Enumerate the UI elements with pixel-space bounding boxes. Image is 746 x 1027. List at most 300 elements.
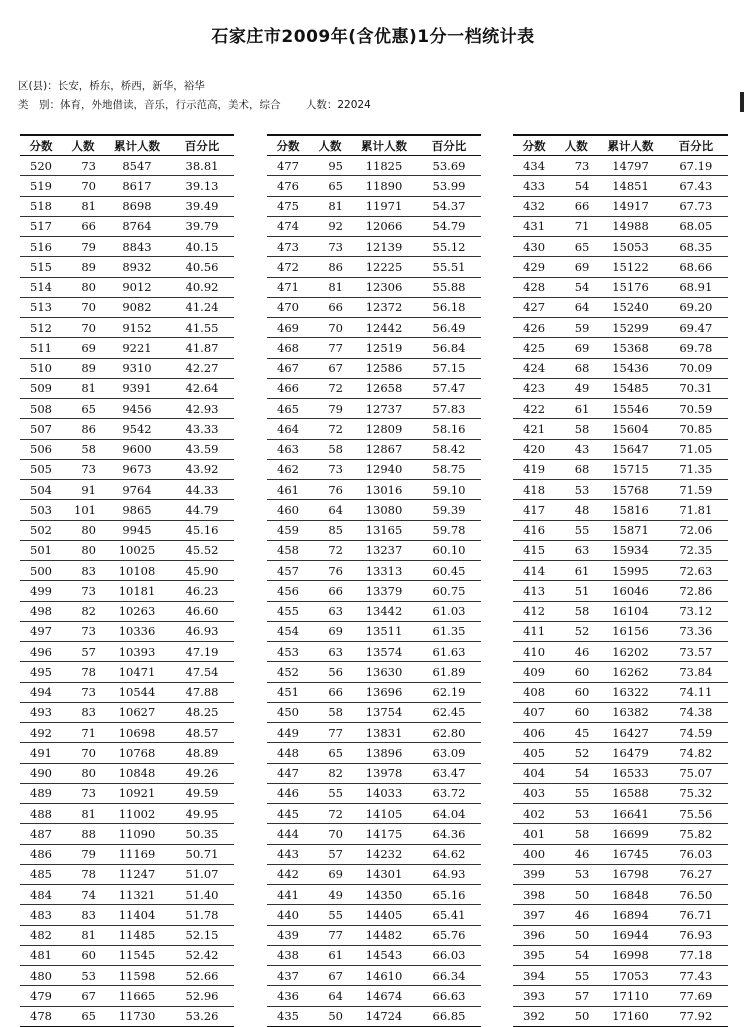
percent-cell: 42.27 xyxy=(170,358,234,378)
table-row xyxy=(20,844,234,864)
people-cell: 58 xyxy=(555,824,597,844)
people-cell: 73 xyxy=(62,621,104,641)
score-cell: 465 xyxy=(267,399,309,419)
people-cell: 76 xyxy=(309,480,351,500)
percent-cell: 58.42 xyxy=(417,439,481,459)
percent-cell: 51.40 xyxy=(170,885,234,905)
cumulative-cell: 16641 xyxy=(597,804,663,824)
table-row xyxy=(20,277,234,297)
table-row xyxy=(20,257,234,277)
cumulative-cell: 9542 xyxy=(104,419,170,439)
header-percent: 百分比 xyxy=(664,135,728,156)
percent-cell: 69.78 xyxy=(664,338,728,358)
people-cell: 53 xyxy=(555,480,597,500)
people-cell: 58 xyxy=(62,439,104,459)
table-row xyxy=(267,723,481,743)
score-cell: 401 xyxy=(513,824,555,844)
score-cell: 440 xyxy=(267,905,309,925)
cumulative-cell: 16104 xyxy=(597,601,663,621)
people-cell: 79 xyxy=(62,844,104,864)
cumulative-cell: 16944 xyxy=(597,925,663,945)
table-row xyxy=(513,601,728,621)
table-row xyxy=(513,864,728,884)
percent-cell: 72.63 xyxy=(664,561,728,581)
people-cell: 73 xyxy=(555,156,597,176)
score-cell: 489 xyxy=(20,783,62,803)
score-cell: 494 xyxy=(20,682,62,702)
people-cell: 67 xyxy=(309,966,351,986)
score-cell: 452 xyxy=(267,662,309,682)
cumulative-cell: 15436 xyxy=(597,358,663,378)
people-cell: 65 xyxy=(555,237,597,257)
table-row xyxy=(513,237,728,257)
table-row xyxy=(513,216,728,236)
percent-cell: 68.05 xyxy=(664,216,728,236)
percent-cell: 40.15 xyxy=(170,237,234,257)
score-table-2 xyxy=(267,134,481,1027)
cumulative-cell: 15995 xyxy=(597,561,663,581)
table-row xyxy=(513,783,728,803)
percent-cell: 52.15 xyxy=(170,925,234,945)
percent-cell: 65.76 xyxy=(417,925,481,945)
percent-cell: 57.15 xyxy=(417,358,481,378)
score-cell: 483 xyxy=(20,905,62,925)
percent-cell: 55.51 xyxy=(417,257,481,277)
score-cell: 409 xyxy=(513,662,555,682)
table-row xyxy=(267,176,481,196)
people-cell: 55 xyxy=(309,783,351,803)
table-row xyxy=(267,642,481,662)
percent-cell: 70.85 xyxy=(664,419,728,439)
percent-cell: 54.37 xyxy=(417,196,481,216)
table-row xyxy=(513,844,728,864)
cumulative-cell: 15934 xyxy=(597,540,663,560)
cumulative-cell: 11002 xyxy=(104,804,170,824)
score-cell: 477 xyxy=(267,156,309,176)
people-cell: 80 xyxy=(62,763,104,783)
score-cell: 457 xyxy=(267,561,309,581)
table-row xyxy=(267,439,481,459)
people-cell: 71 xyxy=(62,723,104,743)
cumulative-cell: 10025 xyxy=(104,540,170,560)
cumulative-cell: 10768 xyxy=(104,743,170,763)
people-cell: 73 xyxy=(62,581,104,601)
table-row xyxy=(20,824,234,844)
district-line: 区(县)：长安，桥东，桥西，新华，裕华 xyxy=(18,80,205,92)
table-row xyxy=(267,925,481,945)
table-row xyxy=(267,601,481,621)
people-cell: 72 xyxy=(309,540,351,560)
people-cell: 55 xyxy=(555,966,597,986)
percent-cell: 60.10 xyxy=(417,540,481,560)
percent-cell: 69.20 xyxy=(664,297,728,317)
people-cell: 70 xyxy=(62,743,104,763)
people-cell: 53 xyxy=(555,864,597,884)
cumulative-cell: 15122 xyxy=(597,257,663,277)
table-row xyxy=(513,196,728,216)
header-people: 人数 xyxy=(309,135,351,156)
percent-cell: 72.06 xyxy=(664,520,728,540)
header-score: 分数 xyxy=(513,135,555,156)
table-row xyxy=(20,925,234,945)
table-row xyxy=(20,196,234,216)
percent-cell: 47.54 xyxy=(170,662,234,682)
percent-cell: 71.81 xyxy=(664,500,728,520)
cumulative-cell: 11598 xyxy=(104,966,170,986)
table-row xyxy=(513,439,728,459)
percent-cell: 39.13 xyxy=(170,176,234,196)
people-cell: 61 xyxy=(309,945,351,965)
people-cell: 50 xyxy=(555,925,597,945)
table-row xyxy=(267,743,481,763)
percent-cell: 75.07 xyxy=(664,763,728,783)
score-cell: 449 xyxy=(267,723,309,743)
table-row xyxy=(513,480,728,500)
cumulative-cell: 9152 xyxy=(104,318,170,338)
score-cell: 506 xyxy=(20,439,62,459)
score-cell: 469 xyxy=(267,318,309,338)
people-cell: 81 xyxy=(62,378,104,398)
score-cell: 490 xyxy=(20,763,62,783)
header-percent: 百分比 xyxy=(170,135,234,156)
table-row xyxy=(20,540,234,560)
percent-cell: 42.64 xyxy=(170,378,234,398)
percent-cell: 51.78 xyxy=(170,905,234,925)
cumulative-cell: 13696 xyxy=(351,682,417,702)
table-row xyxy=(267,277,481,297)
table-row xyxy=(267,459,481,479)
cumulative-cell: 16322 xyxy=(597,682,663,702)
people-cell: 52 xyxy=(555,743,597,763)
cumulative-cell: 16156 xyxy=(597,621,663,641)
table-row xyxy=(20,763,234,783)
people-cell: 83 xyxy=(62,905,104,925)
percent-cell: 76.93 xyxy=(664,925,728,945)
table-row xyxy=(267,905,481,925)
score-cell: 467 xyxy=(267,358,309,378)
table-row xyxy=(20,156,234,176)
people-cell: 66 xyxy=(309,297,351,317)
table-row xyxy=(267,520,481,540)
percent-cell: 72.35 xyxy=(664,540,728,560)
cumulative-cell: 8547 xyxy=(104,156,170,176)
people-cell: 70 xyxy=(62,176,104,196)
table-row xyxy=(267,297,481,317)
score-cell: 481 xyxy=(20,945,62,965)
score-cell: 420 xyxy=(513,439,555,459)
cumulative-cell: 14301 xyxy=(351,864,417,884)
cumulative-cell: 11404 xyxy=(104,905,170,925)
score-cell: 445 xyxy=(267,804,309,824)
score-cell: 509 xyxy=(20,378,62,398)
percent-cell: 66.85 xyxy=(417,1006,481,1026)
table-row xyxy=(20,783,234,803)
cumulative-cell: 9945 xyxy=(104,520,170,540)
people-cell: 63 xyxy=(555,540,597,560)
table-row xyxy=(20,966,234,986)
table-row xyxy=(267,885,481,905)
table-row xyxy=(20,480,234,500)
table-row xyxy=(513,156,728,176)
people-cell: 54 xyxy=(555,277,597,297)
table-row xyxy=(513,459,728,479)
table-row xyxy=(20,459,234,479)
score-cell: 493 xyxy=(20,702,62,722)
score-cell: 450 xyxy=(267,702,309,722)
people-cell: 57 xyxy=(309,844,351,864)
percent-cell: 45.90 xyxy=(170,561,234,581)
cumulative-cell: 15053 xyxy=(597,237,663,257)
header-cumulative: 累计人数 xyxy=(104,135,170,156)
cumulative-cell: 15176 xyxy=(597,277,663,297)
score-cell: 432 xyxy=(513,196,555,216)
people-cell: 67 xyxy=(309,358,351,378)
score-cell: 515 xyxy=(20,257,62,277)
score-cell: 519 xyxy=(20,176,62,196)
header-percent: 百分比 xyxy=(417,135,481,156)
table-row xyxy=(267,216,481,236)
cumulative-cell: 14724 xyxy=(351,1006,417,1026)
percent-cell: 67.73 xyxy=(664,196,728,216)
table-row xyxy=(267,966,481,986)
table-row xyxy=(267,419,481,439)
cumulative-cell: 10393 xyxy=(104,642,170,662)
score-cell: 431 xyxy=(513,216,555,236)
percent-cell: 62.19 xyxy=(417,682,481,702)
percent-cell: 46.60 xyxy=(170,601,234,621)
table-row xyxy=(513,257,728,277)
people-cell: 79 xyxy=(62,237,104,257)
people-cell: 60 xyxy=(62,945,104,965)
score-cell: 518 xyxy=(20,196,62,216)
people-cell: 79 xyxy=(309,399,351,419)
table-row xyxy=(267,480,481,500)
table-row xyxy=(267,804,481,824)
table-row xyxy=(20,723,234,743)
percent-cell: 47.88 xyxy=(170,682,234,702)
people-cell: 73 xyxy=(309,459,351,479)
cumulative-cell: 16202 xyxy=(597,642,663,662)
people-cell: 73 xyxy=(62,682,104,702)
score-cell: 460 xyxy=(267,500,309,520)
percent-cell: 66.63 xyxy=(417,986,481,1006)
people-cell: 81 xyxy=(309,277,351,297)
score-cell: 458 xyxy=(267,540,309,560)
people-cell: 50 xyxy=(555,1006,597,1026)
score-cell: 507 xyxy=(20,419,62,439)
table-row xyxy=(513,804,728,824)
people-cell: 65 xyxy=(62,1006,104,1026)
table-row xyxy=(267,156,481,176)
people-cell: 63 xyxy=(309,642,351,662)
table-row xyxy=(513,561,728,581)
percent-cell: 73.36 xyxy=(664,621,728,641)
percent-cell: 52.42 xyxy=(170,945,234,965)
people-cell: 54 xyxy=(555,945,597,965)
table-body xyxy=(267,156,481,1027)
table-row xyxy=(513,662,728,682)
percent-cell: 71.59 xyxy=(664,480,728,500)
people-cell: 64 xyxy=(309,986,351,1006)
table-row xyxy=(20,1006,234,1026)
table-row xyxy=(513,743,728,763)
percent-cell: 77.43 xyxy=(664,966,728,986)
people-cell: 89 xyxy=(62,257,104,277)
percent-cell: 65.41 xyxy=(417,905,481,925)
score-cell: 461 xyxy=(267,480,309,500)
table-row xyxy=(20,419,234,439)
score-cell: 510 xyxy=(20,358,62,378)
score-cell: 415 xyxy=(513,540,555,560)
cumulative-cell: 16848 xyxy=(597,885,663,905)
cumulative-cell: 14543 xyxy=(351,945,417,965)
table-row xyxy=(513,966,728,986)
percent-cell: 66.34 xyxy=(417,966,481,986)
people-cell: 58 xyxy=(555,419,597,439)
cumulative-cell: 14851 xyxy=(597,176,663,196)
score-cell: 413 xyxy=(513,581,555,601)
cumulative-cell: 16998 xyxy=(597,945,663,965)
table-row xyxy=(513,824,728,844)
score-cell: 422 xyxy=(513,399,555,419)
cumulative-cell: 9221 xyxy=(104,338,170,358)
score-cell: 476 xyxy=(267,176,309,196)
cumulative-cell: 9764 xyxy=(104,480,170,500)
table-row xyxy=(20,338,234,358)
table-row xyxy=(513,277,728,297)
cumulative-cell: 12658 xyxy=(351,378,417,398)
table-row xyxy=(20,318,234,338)
cumulative-cell: 10627 xyxy=(104,702,170,722)
cumulative-cell: 8932 xyxy=(104,257,170,277)
cumulative-cell: 9600 xyxy=(104,439,170,459)
people-cell: 95 xyxy=(309,156,351,176)
score-cell: 508 xyxy=(20,399,62,419)
percent-cell: 52.66 xyxy=(170,966,234,986)
percent-cell: 74.59 xyxy=(664,723,728,743)
cumulative-cell: 13237 xyxy=(351,540,417,560)
percent-cell: 64.04 xyxy=(417,804,481,824)
cumulative-cell: 13511 xyxy=(351,621,417,641)
people-cell: 81 xyxy=(62,196,104,216)
score-cell: 485 xyxy=(20,864,62,884)
score-cell: 437 xyxy=(267,966,309,986)
score-cell: 436 xyxy=(267,986,309,1006)
people-cell: 81 xyxy=(62,925,104,945)
cumulative-cell: 12586 xyxy=(351,358,417,378)
percent-cell: 75.56 xyxy=(664,804,728,824)
category-row xyxy=(18,97,371,112)
score-cell: 470 xyxy=(267,297,309,317)
people-cell: 80 xyxy=(62,277,104,297)
table-row xyxy=(267,358,481,378)
table-row xyxy=(513,176,728,196)
score-cell: 480 xyxy=(20,966,62,986)
people-cell: 81 xyxy=(62,804,104,824)
table-row xyxy=(267,378,481,398)
score-cell: 410 xyxy=(513,642,555,662)
percent-cell: 61.35 xyxy=(417,621,481,641)
percent-cell: 74.11 xyxy=(664,682,728,702)
cumulative-cell: 16745 xyxy=(597,844,663,864)
score-cell: 520 xyxy=(20,156,62,176)
people-cell: 55 xyxy=(555,520,597,540)
people-cell: 54 xyxy=(555,176,597,196)
cumulative-cell: 17053 xyxy=(597,966,663,986)
score-cell: 454 xyxy=(267,621,309,641)
percent-cell: 47.19 xyxy=(170,642,234,662)
table-row xyxy=(513,925,728,945)
cumulative-cell: 12139 xyxy=(351,237,417,257)
percent-cell: 53.69 xyxy=(417,156,481,176)
people-cell: 58 xyxy=(309,702,351,722)
people-cell: 66 xyxy=(309,581,351,601)
table-row xyxy=(513,702,728,722)
cumulative-cell: 12372 xyxy=(351,297,417,317)
percent-cell: 58.75 xyxy=(417,459,481,479)
people-cell: 46 xyxy=(555,642,597,662)
people-cell: 72 xyxy=(309,804,351,824)
percent-cell: 57.47 xyxy=(417,378,481,398)
table-row xyxy=(20,297,234,317)
people-cell: 78 xyxy=(62,662,104,682)
score-cell: 504 xyxy=(20,480,62,500)
score-cell: 499 xyxy=(20,581,62,601)
score-cell: 408 xyxy=(513,682,555,702)
cumulative-cell: 10336 xyxy=(104,621,170,641)
score-cell: 491 xyxy=(20,743,62,763)
score-cell: 455 xyxy=(267,601,309,621)
people-cell: 73 xyxy=(62,156,104,176)
cumulative-cell: 16798 xyxy=(597,864,663,884)
percent-cell: 55.88 xyxy=(417,277,481,297)
score-cell: 421 xyxy=(513,419,555,439)
table-row xyxy=(267,540,481,560)
score-cell: 475 xyxy=(267,196,309,216)
score-cell: 429 xyxy=(513,257,555,277)
score-cell: 412 xyxy=(513,601,555,621)
table-body xyxy=(20,156,234,1027)
people-cell: 101 xyxy=(62,500,104,520)
people-cell: 55 xyxy=(309,905,351,925)
scan-edge-mark xyxy=(740,92,744,112)
percent-cell: 60.45 xyxy=(417,561,481,581)
table-row xyxy=(20,500,234,520)
cumulative-cell: 8698 xyxy=(104,196,170,216)
table-row xyxy=(513,500,728,520)
header-people: 人数 xyxy=(62,135,104,156)
score-cell: 496 xyxy=(20,642,62,662)
score-cell: 434 xyxy=(513,156,555,176)
table-row xyxy=(267,561,481,581)
people-cell: 86 xyxy=(62,419,104,439)
people-cell: 58 xyxy=(555,601,597,621)
percent-cell: 64.36 xyxy=(417,824,481,844)
cumulative-cell: 14917 xyxy=(597,196,663,216)
percent-cell: 41.55 xyxy=(170,318,234,338)
percent-cell: 63.09 xyxy=(417,743,481,763)
score-cell: 405 xyxy=(513,743,555,763)
people-cell: 65 xyxy=(309,176,351,196)
cumulative-cell: 15368 xyxy=(597,338,663,358)
percent-cell: 45.52 xyxy=(170,540,234,560)
people-cell: 68 xyxy=(555,459,597,479)
score-cell: 416 xyxy=(513,520,555,540)
cumulative-cell: 14033 xyxy=(351,783,417,803)
percent-cell: 59.78 xyxy=(417,520,481,540)
percent-cell: 49.95 xyxy=(170,804,234,824)
cumulative-cell: 12940 xyxy=(351,459,417,479)
